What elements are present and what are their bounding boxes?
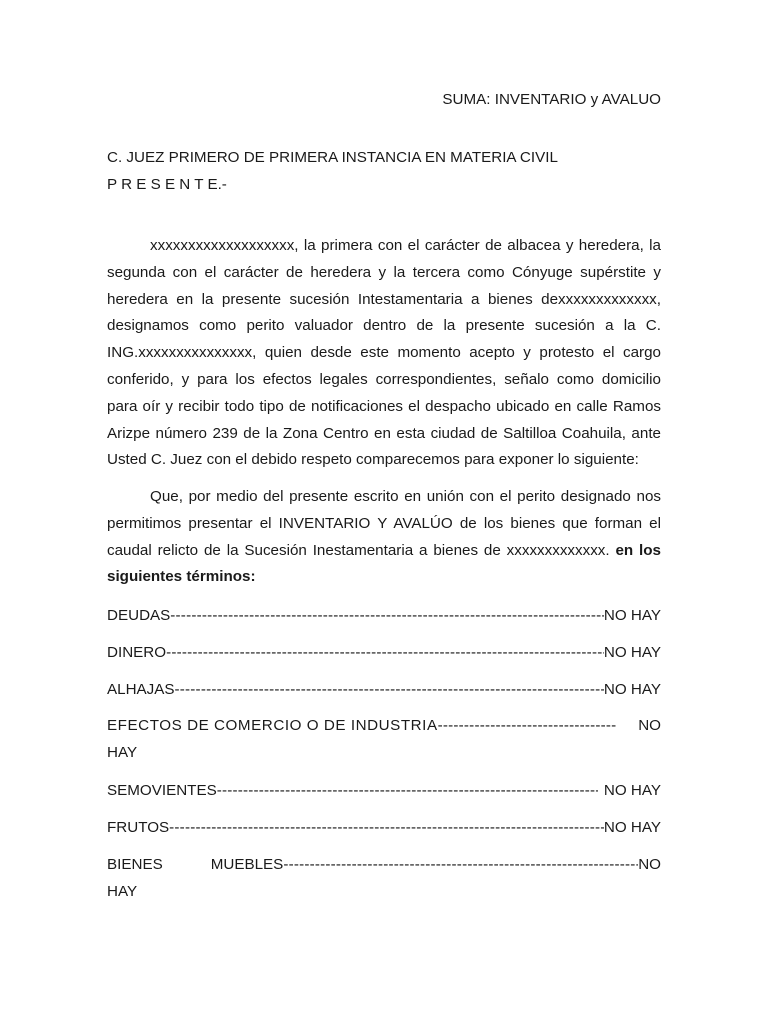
inventory-item: EFECTOS DE COMERCIO O DE INDUSTRIA <box>107 717 438 734</box>
inventory-item: ALHAJAS <box>107 681 175 698</box>
paragraph-request-text: Que, por medio del presente escrito en unión con el perito designado nos permitimos presentar el INVENTARIO Y AVALÚO de los bienes que forman el caudal relicto de la Sucesión Inestamentaria a bienes de xxxxxxxxxxxxx. <box>107 488 661 559</box>
inventory-value-hay: HAY <box>107 883 138 900</box>
addressee-presente: P R E S E N T E.- <box>107 176 227 193</box>
leader-dashes <box>170 602 604 629</box>
paragraph-introduction-text: xxxxxxxxxxxxxxxxxxx, la primera con el carácter de albacea y heredera, la segunda con el carácter de heredera y la tercera como Cónyuge supérstite y heredera en la presente sucesión Intestamentaria a bienes dexxxxxxxxxxxxx, designamos como perito valuador dentro de la presente sucesión a la C. ING.xxxxxxxxxxxxxxx, quien desde este momento acepto y protesto el cargo conferido, y para los efectos legales correspondientes, señalo como domicilio para oír y recibir todo tipo de notificaciones el despacho ubicado en calle Ramos Arizpe número 239 de la Zona Centro en esta ciudad de Saltilloa Coahuila, ante Usted C. Juez con el debido respeto comparecemos para exponer lo siguiente: <box>107 237 661 469</box>
inventory-item: DEUDAS <box>107 607 171 624</box>
inventory-row-semovientes <box>107 777 661 804</box>
inventory-value: NO HAY <box>603 644 661 661</box>
leader-dashes <box>175 676 604 703</box>
inventory-value: NO HAY <box>603 819 661 836</box>
inventory-row-deudas <box>107 602 661 629</box>
inventory-row-alhajas <box>107 676 661 703</box>
inventory-value: NO HAY <box>603 681 661 698</box>
inventory-item-word2: MUEBLES <box>210 856 284 873</box>
inventory-row-frutos <box>107 814 661 841</box>
inventory-row-efectos <box>107 712 661 766</box>
inventory-item: DINERO <box>107 644 167 661</box>
paragraph-request-bold: en los siguientes términos: <box>107 541 661 586</box>
inventory-row-dinero <box>107 639 661 666</box>
inventory-item-word1: BIENES <box>107 856 163 873</box>
leader-dashes <box>438 712 617 739</box>
inventory-value-no: NO <box>638 856 661 873</box>
paragraph-introduction <box>107 233 661 474</box>
inventory-item: FRUTOS <box>107 819 170 836</box>
paragraph-request <box>107 484 661 591</box>
inventory-value: NO HAY <box>603 607 661 624</box>
leader-dashes <box>169 814 604 841</box>
inventory-value-no: NO <box>638 717 661 734</box>
leader-dashes <box>283 851 638 878</box>
document-subject: SUMA: INVENTARIO y AVALUO <box>442 91 661 108</box>
addressee-judge: C. JUEZ PRIMERO DE PRIMERA INSTANCIA EN MATERIA CIVIL <box>107 149 558 166</box>
leader-dashes <box>217 777 598 804</box>
addressee-block <box>107 144 558 198</box>
leader-dashes <box>166 639 604 666</box>
inventory-value-hay: HAY <box>107 744 138 761</box>
inventory-item: SEMOVIENTES <box>107 782 217 799</box>
inventory-value: NO HAY <box>603 782 661 799</box>
inventory-row-bienes-muebles <box>107 851 661 905</box>
